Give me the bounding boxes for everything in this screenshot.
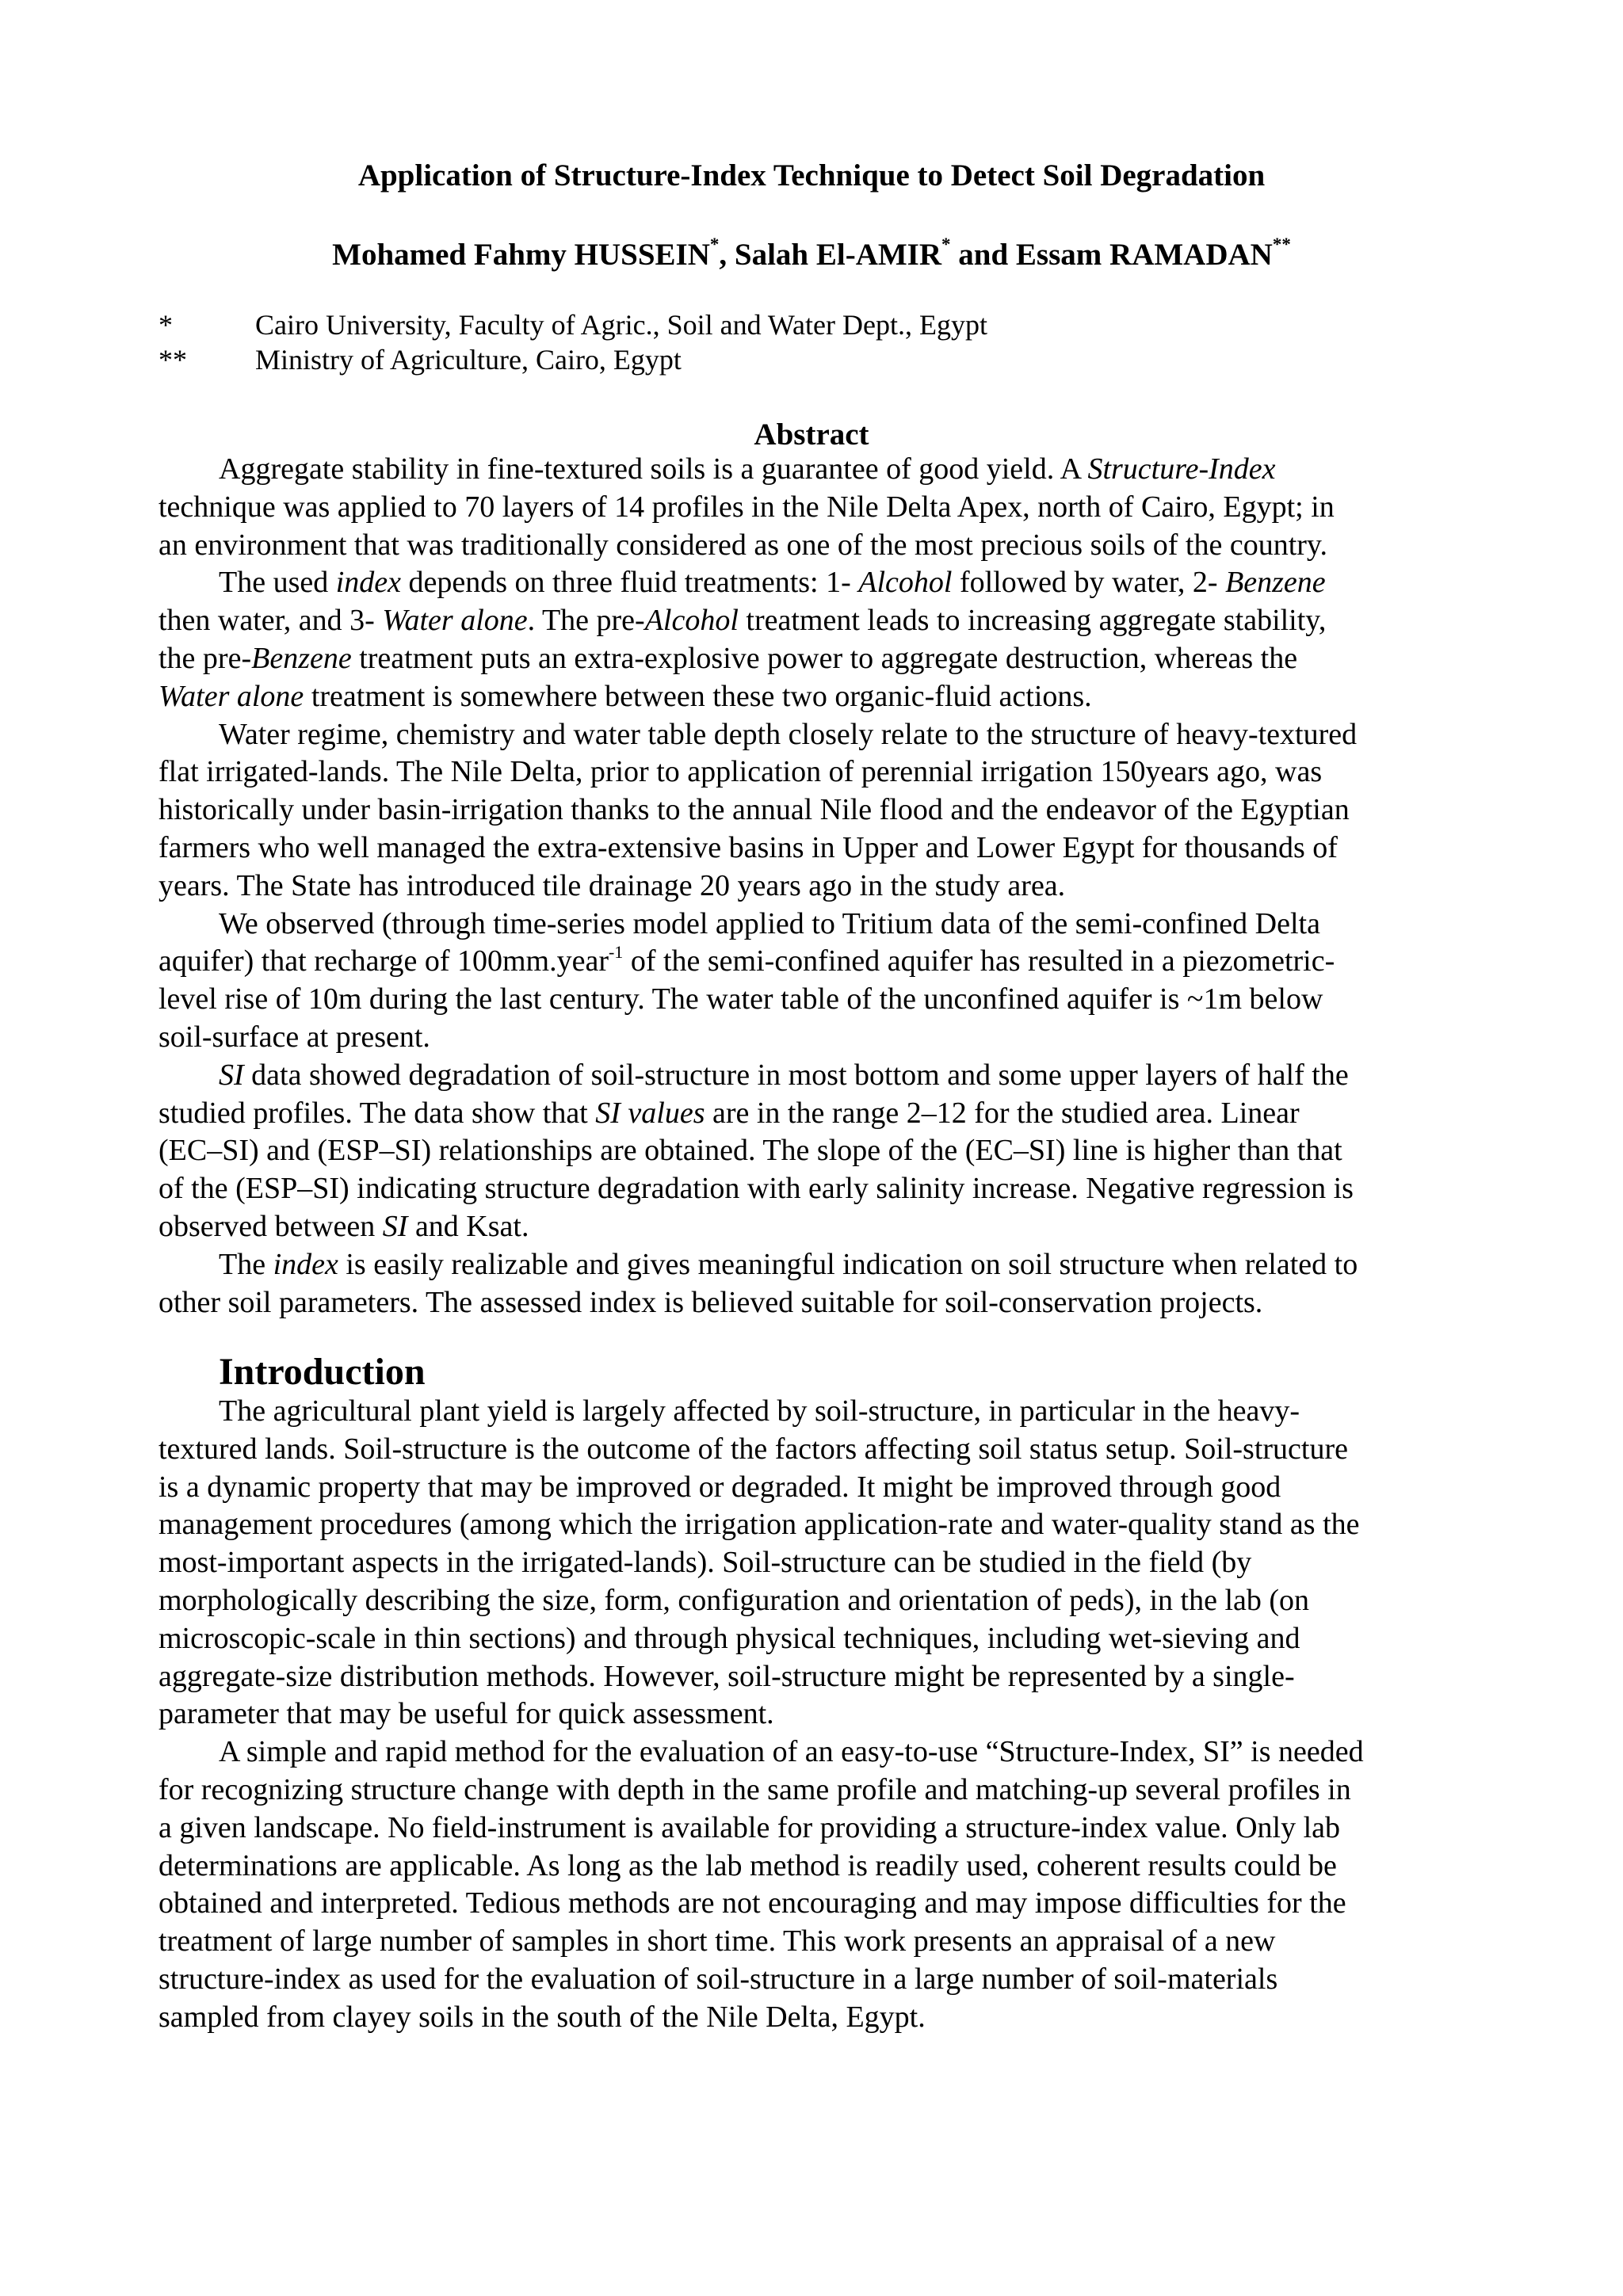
text-run: treatment leads to increasing aggregate stability, xyxy=(738,604,1327,638)
text-run: years. The State has introduced tile drainage 20 years ago in the study area. xyxy=(158,868,1066,902)
text-line xyxy=(158,640,1474,678)
text-run: other soil parameters. The assessed index is believed suitable for soil-conservation projects. xyxy=(158,1285,1263,1319)
text-line xyxy=(158,1284,1474,1322)
affiliation xyxy=(158,307,987,342)
text-line xyxy=(158,489,1474,527)
text-run: treatment is somewhere between these two organic-fluid actions. xyxy=(304,679,1092,713)
text-run: management procedures (among which the irrigation application-rate and water-quality stand as the xyxy=(158,1508,1360,1542)
text-run: obtained and interpreted. Tedious methods are not encouraging and may impose difficulties for the xyxy=(158,1886,1346,1920)
text-line xyxy=(158,943,1474,981)
text-line xyxy=(158,1733,1474,1772)
text-line xyxy=(158,678,1474,716)
text-run: . The pre- xyxy=(527,604,645,638)
text-line xyxy=(158,1999,1474,2037)
text-run: parameter that may be useful for quick assessment. xyxy=(158,1697,774,1731)
text-line xyxy=(158,1170,1474,1208)
abstract-heading: Abstract xyxy=(754,418,869,452)
text-run: We observed (through time-series model applied to Tritium data of the semi-confined Delta xyxy=(219,906,1320,940)
abstract-body xyxy=(158,451,1474,1322)
text-run: followed by water, 2- xyxy=(952,566,1226,600)
text-run: Water regime, chemistry and water table depth closely relate to the structure of heavy-textured xyxy=(219,717,1358,751)
affiliation xyxy=(158,342,682,377)
text-line xyxy=(158,564,1474,602)
text-line xyxy=(158,1961,1474,1999)
text-run: is easily realizable and gives meaningful indication on soil structure when related to xyxy=(338,1247,1358,1281)
author-affiliation-mark: ** xyxy=(1272,235,1291,254)
text-run: technique was applied to 70 layers of 14 profiles in the Nile Delta Apex, north of Cairo, Egypt; in xyxy=(158,490,1335,524)
text-run: data showed degradation of soil-structure in most bottom and some upper layers of half the xyxy=(243,1058,1349,1092)
text-run: then water, and 3- xyxy=(158,604,383,638)
text-line xyxy=(158,791,1474,830)
text-line xyxy=(158,602,1474,640)
text-run: historically under basin-irrigation thanks to the annual Nile flood and the endeavor of the Egyptian xyxy=(158,793,1350,827)
italic-term: Alcohol xyxy=(644,604,739,638)
author-separator: and xyxy=(950,238,1016,272)
text-line xyxy=(158,1620,1474,1658)
author-affiliation-mark: * xyxy=(941,235,951,254)
text-line xyxy=(158,1848,1474,1886)
text-line xyxy=(158,1019,1474,1057)
text-line xyxy=(158,1582,1474,1620)
text-run: a given landscape. No field-instrument is available for providing a structure-index value. Only lab xyxy=(158,1810,1341,1844)
text-run: flat irrigated-lands. The Nile Delta, prior to application of perennial irrigation 150years ago, was xyxy=(158,755,1323,789)
text-run: the pre- xyxy=(158,641,252,675)
text-run: determinations are applicable. As long as the lab method is readily used, coherent results could be xyxy=(158,1848,1337,1882)
text-run: (EC–SI) and (ESP–SI) relationships are obtained. The slope of the (EC–SI) line is higher than that xyxy=(158,1134,1342,1168)
text-run: of the (ESP–SI) indicating structure degradation with early salinity increase. Negative regression is xyxy=(158,1172,1354,1206)
italic-term: Water alone xyxy=(158,679,304,713)
italic-term: Alcohol xyxy=(858,566,953,600)
text-run: for recognizing structure change with depth in the same profile and matching-up several profiles in xyxy=(158,1772,1351,1806)
italic-term: Benzene xyxy=(1225,566,1326,600)
text-run: textured lands. Soil-structure is the outcome of the factors affecting soil status setup. Soil-structure xyxy=(158,1432,1348,1466)
text-line xyxy=(158,1132,1474,1170)
text-line xyxy=(158,527,1474,565)
text-run: are in the range 2–12 for the studied area. Linear xyxy=(705,1096,1300,1130)
text-line xyxy=(158,906,1474,944)
text-run: The used xyxy=(219,566,336,600)
text-line xyxy=(158,1431,1474,1469)
italic-term: SI xyxy=(382,1209,408,1243)
text-run: treatment of large number of samples in short time. This work presents an appraisal of a new xyxy=(158,1924,1276,1958)
text-line xyxy=(158,1246,1474,1284)
text-run: of the semi-confined aquifer has resulted in a piezometric- xyxy=(623,944,1335,978)
text-line xyxy=(158,1772,1474,1810)
text-line xyxy=(158,1695,1474,1733)
text-run: most-important aspects in the irrigated-lands). Soil-structure can be studied in the field (by xyxy=(158,1546,1252,1580)
italic-term: Structure-Index xyxy=(1087,452,1276,486)
text-run: level rise of 10m during the last century. The water table of the unconfined aquifer is ~1m below xyxy=(158,982,1323,1016)
introduction-body xyxy=(158,1393,1474,2037)
text-line xyxy=(158,1208,1474,1246)
italic-term: index xyxy=(335,566,402,600)
text-run: farmers who well managed the extra-extensive basins in Upper and Lower Egypt for thousands of xyxy=(158,830,1338,864)
text-run: microscopic-scale in thin sections) and through physical techniques, including wet-sieving and xyxy=(158,1621,1300,1655)
text-line xyxy=(158,830,1474,868)
text-run: morphologically describing the size, form, configuration and orientation of peds), in the lab (on xyxy=(158,1583,1310,1617)
text-run: and Ksat. xyxy=(407,1209,529,1243)
text-line xyxy=(158,753,1474,791)
text-line xyxy=(158,451,1474,489)
text-run: observed between xyxy=(158,1209,383,1243)
text-run: sampled from clayey soils in the south of the Nile Delta, Egypt. xyxy=(158,2000,926,2034)
italic-term: SI values xyxy=(595,1096,705,1130)
paper-title: Application of Structure-Index Technique to Detect Soil Degradation xyxy=(357,158,1266,193)
italic-term: Water alone xyxy=(382,604,528,638)
author-name: Essam RAMADAN xyxy=(1015,238,1273,272)
text-line xyxy=(158,868,1474,906)
text-line xyxy=(158,1658,1474,1696)
text-run: A simple and rapid method for the evaluation of an easy-to-use “Structure-Index, SI” is needed xyxy=(219,1735,1364,1769)
affiliation-text: Cairo University, Faculty of Agric., Soil and Water Dept., Egypt xyxy=(255,309,987,341)
text-run: treatment puts an extra-explosive power to aggregate destruction, whereas the xyxy=(351,641,1298,675)
text-line xyxy=(158,1885,1474,1923)
text-run: aggregate-size distribution methods. However, soil-structure might be represented by a single- xyxy=(158,1659,1295,1693)
affiliation-text: Ministry of Agriculture, Cairo, Egypt xyxy=(255,344,682,376)
text-line xyxy=(158,1393,1474,1431)
text-run: structure-index as used for the evaluation of soil-structure in a large number of soil-materials xyxy=(158,1962,1278,1996)
text-line xyxy=(158,716,1474,754)
text-run: Aggregate stability in fine-textured soils is a guarantee of good yield. A xyxy=(219,452,1088,486)
text-line xyxy=(158,1057,1474,1095)
text-run: studied profiles. The data show that xyxy=(158,1096,596,1130)
text-run: is a dynamic property that may be improved or degraded. It might be improved through good xyxy=(158,1470,1281,1504)
author-name: Salah El-AMIR xyxy=(734,238,942,272)
text-run: an environment that was traditionally considered as one of the most precious soils of the country. xyxy=(158,528,1327,562)
text-run: The xyxy=(219,1247,273,1281)
text-line xyxy=(158,1469,1474,1507)
affiliation-mark: ** xyxy=(158,344,187,376)
affiliation-mark: * xyxy=(158,309,173,341)
italic-term: index xyxy=(273,1247,338,1281)
text-line xyxy=(158,1544,1474,1582)
author-name: Mohamed Fahmy HUSSEIN xyxy=(332,238,710,272)
text-run: The agricultural plant yield is largely affected by soil-structure, in particular in the heavy- xyxy=(219,1394,1300,1428)
text-run: depends on three fluid treatments: 1- xyxy=(401,566,859,600)
text-run: soil-surface at present. xyxy=(158,1020,430,1054)
author-affiliation-mark: * xyxy=(709,235,720,254)
text-run: aquifer) that recharge of 100mm.year xyxy=(158,944,609,978)
author-separator: , xyxy=(719,238,735,272)
introduction-heading: Introduction xyxy=(219,1351,426,1393)
italic-term: Benzene xyxy=(251,641,352,675)
text-line xyxy=(158,1506,1474,1544)
italic-term: SI xyxy=(219,1058,244,1092)
author-list xyxy=(0,233,1623,277)
text-line xyxy=(158,1095,1474,1133)
text-line xyxy=(158,981,1474,1019)
superscript: -1 xyxy=(608,942,624,963)
text-line xyxy=(158,1923,1474,1961)
text-line xyxy=(158,1810,1474,1848)
